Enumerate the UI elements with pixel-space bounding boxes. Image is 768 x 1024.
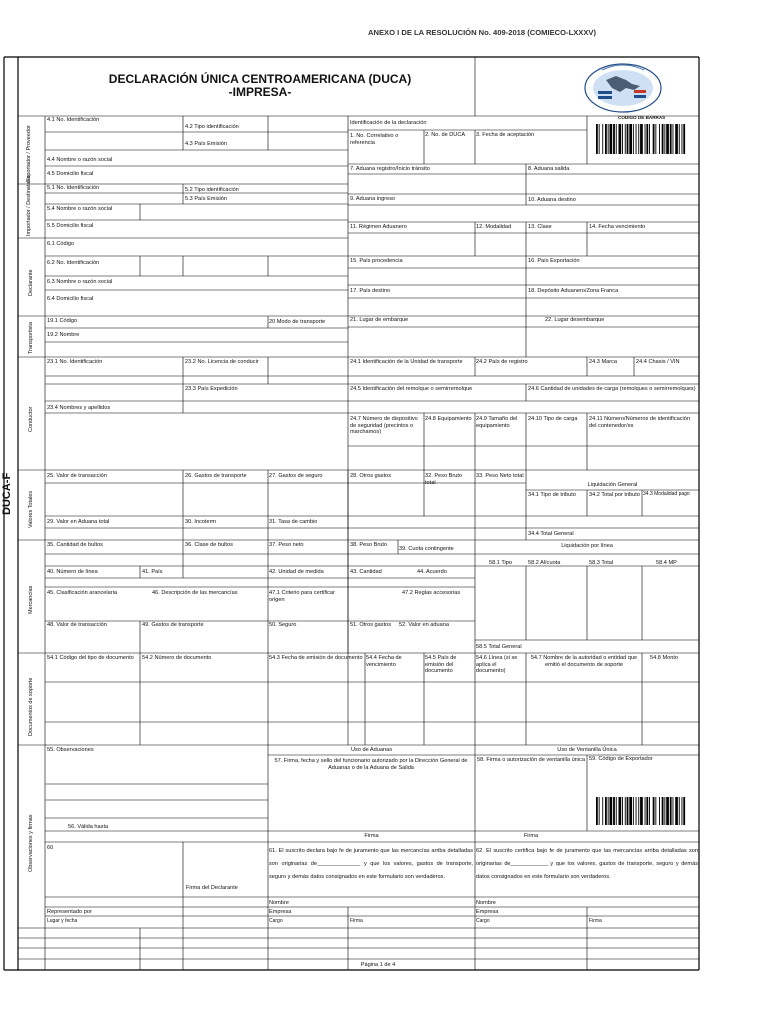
field-3: 3. Fecha de aceptación [476, 132, 535, 138]
field-23-3: 23.3 País Expedición [185, 386, 238, 392]
field-23-4: 23.4 Nombres y apellidos [47, 405, 111, 411]
field-6-1: 6.1 Código [47, 241, 75, 247]
field-54-1: 54.1 Código del tipo de documento [47, 655, 134, 661]
field-54-4: 54.4 Fecha de vencimiento [366, 655, 404, 668]
field-37: 37. Peso neto [269, 542, 304, 548]
empresa-1: Empresa [269, 909, 292, 915]
barcode-bottom [595, 797, 687, 829]
comieco-logo [582, 62, 664, 114]
field-58: 58. Firma o autorización de ventanilla única [477, 757, 585, 763]
field-9: 9. Aduana ingreso [350, 196, 396, 202]
section-declarante: Declarante [28, 269, 34, 296]
field-4-2: 4.2 Tipo identificación [185, 124, 239, 130]
section-importador: Importador / Destinatario [26, 175, 32, 236]
field-24-1: 24.1 Identificación de la Unidad de transporte [350, 359, 463, 365]
field-40: 40. Número de línea [47, 569, 98, 575]
field-50: 50. Seguro [269, 622, 297, 628]
field-54-7: 54.7 Nombre de la autoridad o entidad que emitió el documento de soporte [530, 655, 639, 668]
field-24-11: 24.11 Número/Números de identificación del contenedor/es [589, 416, 692, 429]
section-transportista: Transportista [28, 322, 34, 354]
field-58-4: 58.4 MP [656, 560, 677, 566]
lugar-fecha: Lugar y fecha [47, 918, 78, 924]
field-55: 55. Observaciones [47, 747, 94, 753]
field-1: 1. No. Correlativo o referencia [350, 133, 400, 146]
field-42: 42. Unidad de medida [269, 569, 324, 575]
field-58-5: 58.5 Total General [476, 644, 522, 650]
field-23-1: 23.1 No. Identificación [47, 359, 103, 365]
field-13: 13. Clase [528, 224, 552, 230]
field-34-4: 34.4 Total General [528, 531, 574, 537]
field-34-2: 34.2 Total por tributo [589, 492, 640, 498]
field-57: 57. Firma, fecha y sello del funcionario autorizado por la Dirección General de Aduanas o de la Aduana de Salida [274, 758, 469, 771]
field-5-1: 5.1 No. Identificación [47, 185, 100, 191]
field-6-2: 6.2 No. Identificación [47, 260, 100, 266]
field-58-2: 58.2 Alícuota [528, 560, 561, 566]
field-39: 39. Cuota contingente [399, 546, 454, 552]
section-documentos: Documentos de soporte [28, 677, 34, 736]
field-56: 56. Válida hasta [68, 824, 109, 830]
field-10: 10. Aduana destino [528, 197, 576, 203]
field-32: 32. Peso Bruto total [425, 473, 464, 486]
field-4-5: 4.5 Domicilio fiscal [47, 171, 94, 177]
empresa-2: Empresa [476, 909, 499, 915]
field-54-5: 54.5 País de emisión del documento [425, 655, 458, 675]
field-21: 21. Lugar de embarque [350, 317, 409, 323]
field-26: 26. Gastos de transporte [185, 473, 247, 479]
field-6-3: 6.3 Nombre o razón social [47, 279, 113, 285]
field-23-2: 23.2 No. Licencia de conducir [185, 359, 259, 365]
uso-ventanilla: Uso de Ventanilla Única [557, 747, 617, 753]
field-5-5: 5.5 Domicilio fiscal [47, 223, 94, 229]
field-18: 18. Depósito Aduanero/Zona Franca [528, 288, 619, 294]
field-61: 61. El suscrito declara bajo fe de juramento que las mercancías arriba detalladas son originarias de______________ y que los valores, gastos de transporte, seguro y demás datos consignados en este formulario son verdaderos. [269, 848, 475, 880]
field-19-1: 19.1 Código [47, 318, 78, 324]
nombre-1: Nombre [269, 900, 289, 906]
liquidacion-linea: Liquidación por línea [561, 543, 613, 549]
field-54-8: 54.8 Monto [650, 655, 678, 661]
field-5-4: 5.4 Nombre o razón social [47, 206, 113, 212]
section-observaciones: Observaciones y firmas [28, 814, 34, 872]
field-54-3: 54.3 Fecha de emisión de documento [269, 655, 363, 661]
field-62: 62. El suscrito certifica bajo fe de juramento que las mercancías arriba detalladas son originarias de____________ y que los valores, gastos de transporte, seguro y demás datos consignados en este formulario son verdaderos. [476, 848, 698, 880]
field-4-3: 4.3 País Emisión [185, 141, 227, 147]
field-27: 27. Gastos de seguro [269, 473, 323, 479]
field-33: 33. Peso Neto total [476, 473, 524, 479]
cargo-2: Cargo [476, 918, 490, 924]
field-6-4: 6.4 Domicilio fiscal [47, 296, 94, 302]
firma-declarante: Firma del Declarante [186, 885, 238, 891]
firma-aduanas: Firma [364, 833, 379, 839]
field-52: 52. Valor en aduana [399, 622, 449, 628]
field-22: 22. Lugar desembarque [545, 317, 605, 323]
field-24-6: 24.6 Cantidad de unidades de carga (remolques o semirremolques) [528, 386, 696, 392]
field-20: 20 Modo de transporte [269, 319, 326, 325]
representado-por: Representado por [47, 909, 92, 915]
field-14: 14. Fecha vencimiento [589, 224, 646, 230]
uso-aduanas: Uso de Aduanas [350, 747, 393, 753]
field-35: 35. Cantidad de bultos [47, 542, 103, 548]
cargo-1: Cargo [269, 918, 283, 924]
field-41: 41. País [142, 569, 163, 575]
field-4-4: 4.4 Nombre o razón social [47, 157, 113, 163]
field-24-8: 24.8 Equipamiento [425, 416, 472, 422]
field-15: 15. País procedencia [350, 258, 403, 264]
field-24-7: 24.7 Número de dispositivo de seguridad (precintos o marchamos) [350, 416, 420, 436]
field-4-1: 4.1 No. Identificación [47, 117, 100, 123]
field-60: 60 [47, 845, 54, 851]
field-48: 48. Valor de transacción [47, 622, 107, 628]
field-54-2: 54.2 Número de documento [142, 655, 212, 661]
field-24-5: 24.5 Identificación del remolque o semirremolque [350, 386, 473, 392]
field-id-declaracion: Identificación de la declaración [350, 120, 427, 126]
section-mercancias: Mercancías [28, 585, 34, 614]
field-54-6: 54.6 Línea (si se aplica el documento) [476, 655, 519, 675]
firma-4: Firma [589, 918, 602, 924]
field-38: 38. Peso Bruto [350, 542, 388, 548]
field-24-3: 24.3 Marca [589, 359, 617, 365]
field-5-3: 5.3 País Emisión [185, 196, 227, 202]
field-58-3: 58.3 Total [589, 560, 614, 566]
form-subtitle: -IMPRESA- [228, 85, 292, 99]
field-47-2: 47.2 Reglas accesorias [402, 590, 461, 596]
field-34-1: 34.1 Tipo de tributo [528, 492, 576, 498]
field-17: 17. País destino [350, 288, 391, 294]
field-45: 45. Clasificación arancelaria [47, 590, 117, 596]
section-exportador: Exportador / Proveedor [26, 125, 32, 182]
field-49: 49. Gastos de transporte [142, 622, 204, 628]
field-8: 8. Aduana salida [528, 166, 570, 172]
firma-ventanilla: Firma [523, 833, 539, 839]
field-24-10: 24.10 Tipo de carga [528, 416, 578, 422]
field-31: 31. Tasa de cambio [269, 519, 318, 525]
field-43: 43. Cantidad [350, 569, 382, 575]
field-25: 25. Valor de transacción [47, 473, 107, 479]
field-19-2: 19.2 Nombre [47, 332, 80, 338]
field-29: 29. Valor en Aduana total [47, 519, 110, 525]
field-47-1: 47.1 Criterio para certificar origen [269, 590, 337, 603]
field-24-9: 24.9 Tamaño del equipamiento [476, 416, 519, 429]
nombre-2: Nombre [476, 900, 496, 906]
page-number: Página 1 de 4 [360, 962, 396, 968]
section-valores: Valores Totales [28, 490, 34, 528]
liquidacion-general: Liquidación General [587, 482, 638, 488]
firma-3: Firma [350, 918, 363, 924]
field-36: 36. Clase de bultos [185, 542, 233, 548]
form-code-label: DUCA-F [1, 472, 13, 515]
field-30: 30. Incoterm [185, 519, 217, 525]
field-51: 51. Otros gastos [350, 622, 392, 628]
field-34-3: 34.3 Modalidad pago [643, 491, 690, 497]
barcode-top [595, 124, 687, 158]
field-44: 44. Acuerdo [417, 569, 447, 575]
field-7: 7. Aduana registro/Inicio tránsito [350, 166, 430, 172]
field-24-2: 24.2 País de registro [476, 359, 528, 365]
field-58-1: 58.1 Tipo [488, 560, 512, 566]
field-12: 12. Modalidad [476, 224, 512, 230]
field-28: 28. Otros gastos [350, 473, 392, 479]
field-46: 46. Descripción de las mercancías [152, 590, 238, 596]
field-59: 59. Código de Exportador [589, 756, 653, 762]
field-11: 11. Régimen Aduanero [350, 224, 407, 230]
field-24-4: 24.4 Chasis / VIN [636, 359, 680, 365]
field-16: 16. País Exportación [528, 258, 580, 264]
barcode-label: CODIGO DE BARRAS [618, 115, 666, 120]
form-title: DECLARACIÓN ÚNICA CENTROAMERICANA (DUCA) [108, 72, 412, 86]
field-2: 2. No. de DUCA [425, 132, 466, 138]
annex-heading: ANEXO I DE LA RESOLUCIÓN No. 409-2018 (COMIECO-LXXXV) [368, 28, 596, 37]
section-conductor: Conductor [28, 406, 34, 432]
field-5-2: 5.2 Tipo identificación [185, 187, 239, 193]
